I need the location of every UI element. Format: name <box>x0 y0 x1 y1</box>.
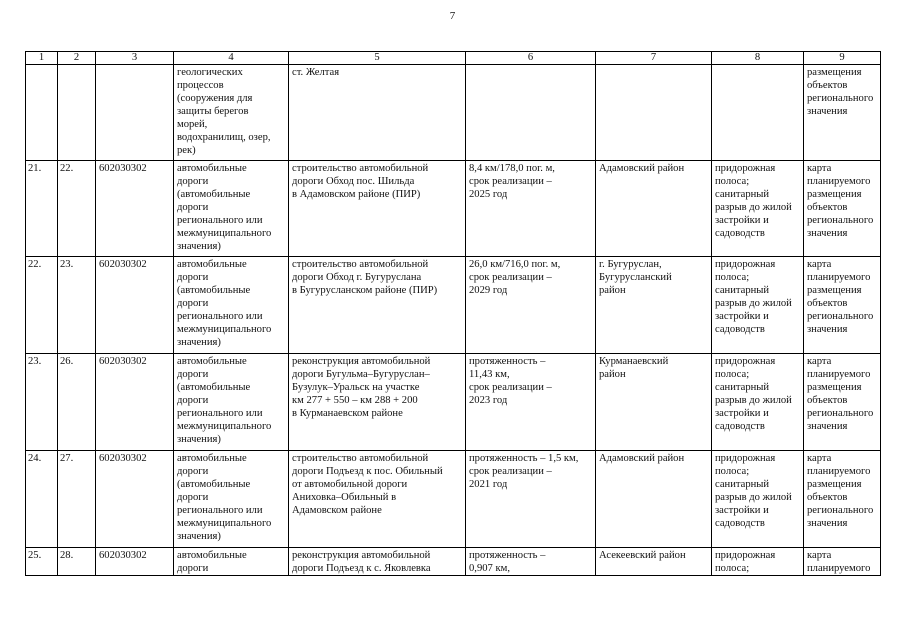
code-cell: 602030302 <box>96 451 174 548</box>
source-cell: размещения объектов регионального значения <box>804 65 881 161</box>
table-row <box>26 451 881 548</box>
item-number: 23. <box>58 257 96 354</box>
location-cell: Асекеевский район <box>596 548 712 576</box>
characteristics-cell <box>466 65 596 161</box>
zone-cell: придорожная полоса; санитарный разрыв до жилой застройки и садоводств <box>712 354 804 451</box>
object-name-cell: ст. Желтая <box>289 65 466 161</box>
characteristics-cell: протяженность – 11,43 км, срок реализации – 2023 год <box>466 354 596 451</box>
location-cell <box>596 65 712 161</box>
table-header-row <box>26 52 881 65</box>
table-row <box>26 161 881 257</box>
code-cell: 602030302 <box>96 257 174 354</box>
source-cell: карта планируемого размещения объектов регионального значения <box>804 161 881 257</box>
row-number: 23. <box>26 354 58 451</box>
row-number: 22. <box>26 257 58 354</box>
column-header: 4 <box>174 52 289 65</box>
source-cell: карта планируемого размещения объектов регионального значения <box>804 451 881 548</box>
table-row <box>26 65 881 161</box>
item-number: 22. <box>58 161 96 257</box>
characteristics-cell: протяженность – 1,5 км, срок реализации – 2021 год <box>466 451 596 548</box>
column-header: 9 <box>804 52 881 65</box>
zone-cell <box>712 65 804 161</box>
zone-cell: придорожная полоса; санитарный разрыв до жилой застройки и садоводств <box>712 451 804 548</box>
table-row <box>26 257 881 354</box>
object-type-cell: автомобильные дороги (автомобильные дороги регионального или межмуниципального значения) <box>174 161 289 257</box>
location-cell: Адамовский район <box>596 451 712 548</box>
column-header: 1 <box>26 52 58 65</box>
item-number <box>58 65 96 161</box>
row-number: 21. <box>26 161 58 257</box>
item-number: 27. <box>58 451 96 548</box>
source-cell: карта планируемого <box>804 548 881 576</box>
row-number: 24. <box>26 451 58 548</box>
location-cell: Адамовский район <box>596 161 712 257</box>
item-number: 28. <box>58 548 96 576</box>
object-type-cell: автомобильные дороги (автомобильные дороги регионального или межмуниципального значения) <box>174 451 289 548</box>
object-name-cell: реконструкция автомобильной дороги Бугульма–Бугуруслан– Бузулук–Уральск на участке км 277 + 550 – км 288 + 200 в Курманаевском районе <box>289 354 466 451</box>
row-number <box>26 65 58 161</box>
characteristics-cell: 8,4 км/178,0 пог. м, срок реализации – 2025 год <box>466 161 596 257</box>
location-cell: Курманаевский район <box>596 354 712 451</box>
zone-cell: придорожная полоса; санитарный разрыв до жилой застройки и садоводств <box>712 257 804 354</box>
object-type-cell: геологических процессов (сооружения для защиты берегов морей, водохранилищ, озер, рек) <box>174 65 289 161</box>
location-cell: г. Бугуруслан, Бугурусланский район <box>596 257 712 354</box>
column-header: 5 <box>289 52 466 65</box>
column-header: 3 <box>96 52 174 65</box>
column-header: 8 <box>712 52 804 65</box>
code-cell <box>96 65 174 161</box>
zone-cell: придорожная полоса; <box>712 548 804 576</box>
source-cell: карта планируемого размещения объектов регионального значения <box>804 257 881 354</box>
characteristics-cell: протяженность – 0,907 км, <box>466 548 596 576</box>
object-type-cell: автомобильные дороги (автомобильные дороги регионального или межмуниципального значения) <box>174 354 289 451</box>
code-cell: 602030302 <box>96 548 174 576</box>
object-name-cell: реконструкция автомобильной дороги Подъезд к с. Яковлевка <box>289 548 466 576</box>
page-number: 7 <box>449 10 456 22</box>
projects-table <box>25 51 881 576</box>
object-name-cell: строительство автомобильной дороги Обход г. Бугуруслана в Бугурусланском районе (ПИР) <box>289 257 466 354</box>
code-cell: 602030302 <box>96 354 174 451</box>
zone-cell: придорожная полоса; санитарный разрыв до жилой застройки и садоводств <box>712 161 804 257</box>
object-type-cell: автомобильные дороги <box>174 548 289 576</box>
object-name-cell: строительство автомобильной дороги Подъезд к пос. Обильный от автомобильной дороги Аниховка–Обильный в Адамовском районе <box>289 451 466 548</box>
column-header: 7 <box>596 52 712 65</box>
row-number: 25. <box>26 548 58 576</box>
object-name-cell: строительство автомобильной дороги Обход пос. Шильда в Адамовском районе (ПИР) <box>289 161 466 257</box>
column-header: 6 <box>466 52 596 65</box>
table-row <box>26 548 881 576</box>
column-header: 2 <box>58 52 96 65</box>
characteristics-cell: 26,0 км/716,0 пог. м, срок реализации – 2029 год <box>466 257 596 354</box>
code-cell: 602030302 <box>96 161 174 257</box>
item-number: 26. <box>58 354 96 451</box>
source-cell: карта планируемого размещения объектов регионального значения <box>804 354 881 451</box>
object-type-cell: автомобильные дороги (автомобильные дороги регионального или межмуниципального значения) <box>174 257 289 354</box>
table-row <box>26 354 881 451</box>
